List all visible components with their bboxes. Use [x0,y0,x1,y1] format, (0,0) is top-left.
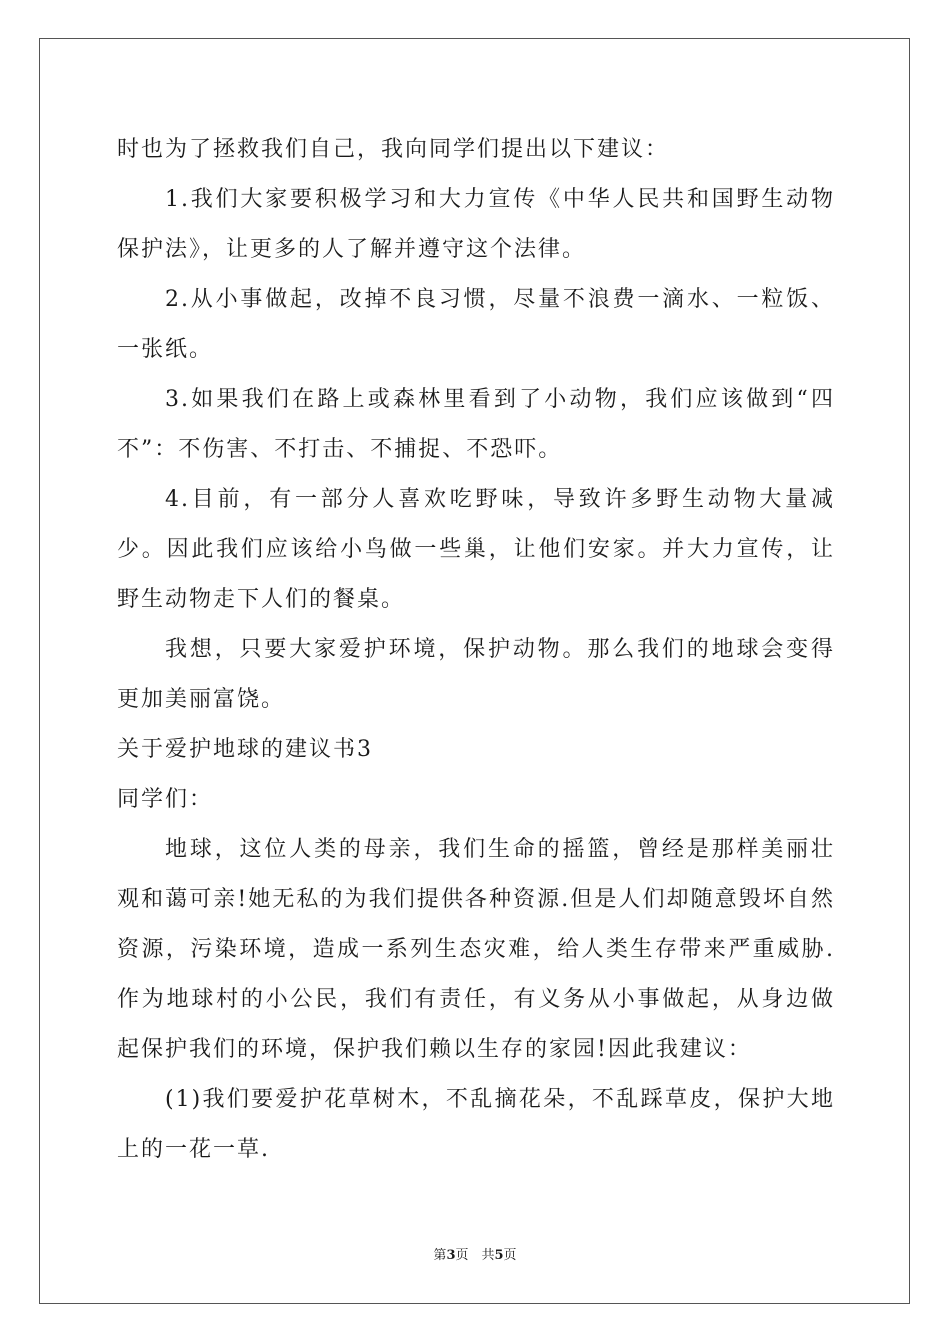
salutation: 同学们： [117,787,214,812]
total-page-number: 5 [494,1248,504,1263]
current-page-number: 3 [446,1248,456,1263]
footer-prefix: 第 [433,1248,447,1263]
footer-mid: 页 共 [455,1248,495,1263]
paragraph-9: 地球，这位人类的母亲，我们生命的摇篮，曾经是那样美丽壮观和蔼可亲!她无私的为我们提供各种资源.但是人们却随意毁坏自然资源，污染环境，造成一系列生态灾难，给人类生存带来严重威胁.作为地球村的小公民，我们有责任，有义务从小事做起，从身边做起保护我们的环境，保护我们赖以生存的家园!因此我建议： [117,837,835,1062]
section-title: 关于爱护地球的建议书3 [117,737,373,762]
paragraph-6: 我想，只要大家爱护环境，保护动物。那么我们的地球会变得更加美丽富饶。 [117,637,835,712]
document-body [117,125,835,1175]
paragraph-4: 3.如果我们在路上或森林里看到了小动物，我们应该做到“四不”：不伤害、不打击、不捕捉、不恐吓。 [117,387,835,462]
page-footer [0,1247,950,1265]
footer-suffix: 页 [503,1248,517,1263]
paragraph-10: (1)我们要爱护花草树木，不乱摘花朵，不乱踩草皮，保护大地上的一花一草. [117,1087,835,1162]
paragraph-2: 1.我们大家要积极学习和大力宣传《中华人民共和国野生动物保护法》，让更多的人了解并遵守这个法律。 [117,187,835,262]
paragraph-5: 4.目前，有一部分人喜欢吃野味，导致许多野生动物大量减少。因此我们应该给小鸟做一些巢，让他们安家。并大力宣传，让野生动物走下人们的餐桌。 [117,487,835,612]
paragraph-1: 时也为了拯救我们自己，我向同学们提出以下建议： [117,137,670,162]
paragraph-3: 2.从小事做起，改掉不良习惯，尽量不浪费一滴水、一粒饭、一张纸。 [117,287,835,362]
